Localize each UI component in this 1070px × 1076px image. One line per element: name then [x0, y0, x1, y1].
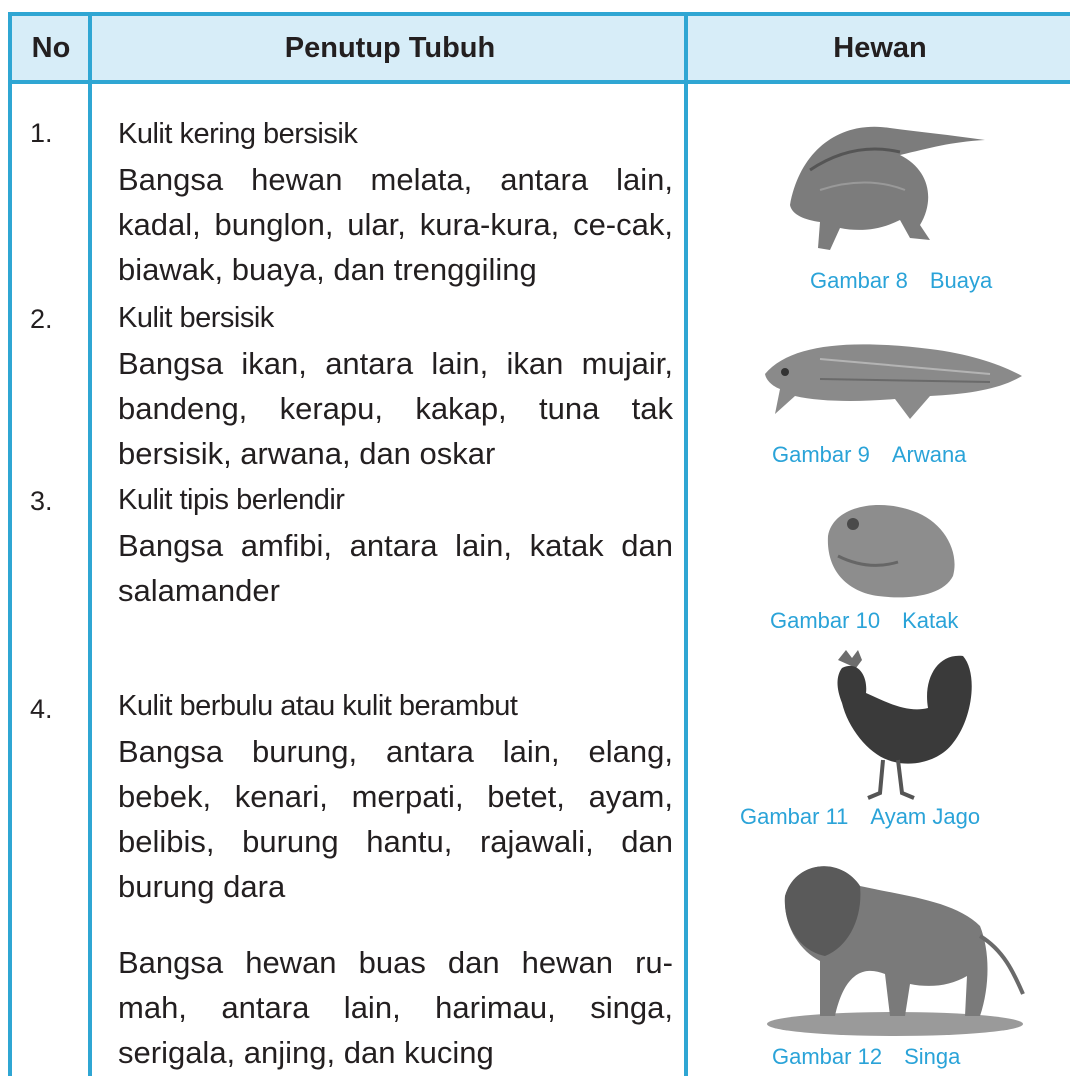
- header-divider: [8, 80, 1070, 84]
- crocodile-image: [780, 110, 995, 260]
- lion-image: [765, 856, 1030, 1036]
- cover-title: Kulit kering bersisik: [118, 118, 358, 150]
- figure-name: Buaya: [929, 268, 993, 293]
- figure-caption: [810, 268, 992, 294]
- figure-label: Gambar 11: [740, 804, 849, 829]
- table-row: [118, 684, 673, 909]
- header-animal: Hewan: [833, 32, 927, 64]
- table-row: [118, 478, 673, 613]
- header-no: No: [31, 32, 71, 64]
- cover-description: Bangsa ikan, antara lain, ikan mujair, bandeng, kerapu, kakap, tuna tak bersisik, arwana, dan oskar: [118, 346, 673, 471]
- header-cover: Penutup Tubuh: [284, 32, 496, 64]
- figure-name: Singa: [904, 1044, 961, 1069]
- cover-title: Kulit bersisik: [118, 302, 274, 334]
- figure-caption: [772, 442, 966, 468]
- figure-caption: [772, 1044, 960, 1070]
- cover-title: Kulit tipis berlendir: [118, 484, 345, 516]
- frog-image: [818, 496, 963, 601]
- figure-name: Arwana: [891, 442, 967, 467]
- table-row: [118, 940, 673, 1075]
- figure-name: Ayam Jago: [870, 804, 981, 829]
- column-divider-2: [684, 12, 688, 1076]
- cover-description: Bangsa hewan buas dan hewan ru-mah, antara lain, harimau, singa, serigala, anjing, dan kucing: [118, 945, 673, 1070]
- figure-caption: [770, 608, 958, 634]
- row-number: 3.: [30, 486, 53, 516]
- figure-label: Gambar 10: [770, 608, 881, 633]
- figure-label: Gambar 12: [772, 1044, 883, 1069]
- figure-label: Gambar 9: [772, 442, 870, 467]
- table-row: [118, 296, 673, 476]
- cover-description: Bangsa hewan melata, antara lain, kadal, bunglon, ular, kura-kura, ce-cak, biawak, buaya, dan trenggiling: [118, 162, 673, 287]
- column-divider-1: [88, 12, 92, 1076]
- row-number: 4.: [30, 694, 53, 724]
- figure-caption: [740, 804, 980, 830]
- rooster-image: [828, 648, 976, 804]
- cover-description: Bangsa burung, antara lain, elang, bebek, kenari, merpati, betet, ayam, belibis, burung hantu, rajawali, dan burung dara: [118, 734, 673, 904]
- cover-description: Bangsa amfibi, antara lain, katak dan salamander: [118, 528, 673, 608]
- arwana-image: [760, 334, 1025, 429]
- table-row: [118, 112, 673, 292]
- row-number: 2.: [30, 304, 53, 334]
- cover-title: Kulit berbulu atau kulit berambut: [118, 690, 518, 722]
- figure-name: Katak: [902, 608, 959, 633]
- figure-label: Gambar 8: [810, 268, 908, 293]
- row-number: 1.: [30, 118, 53, 148]
